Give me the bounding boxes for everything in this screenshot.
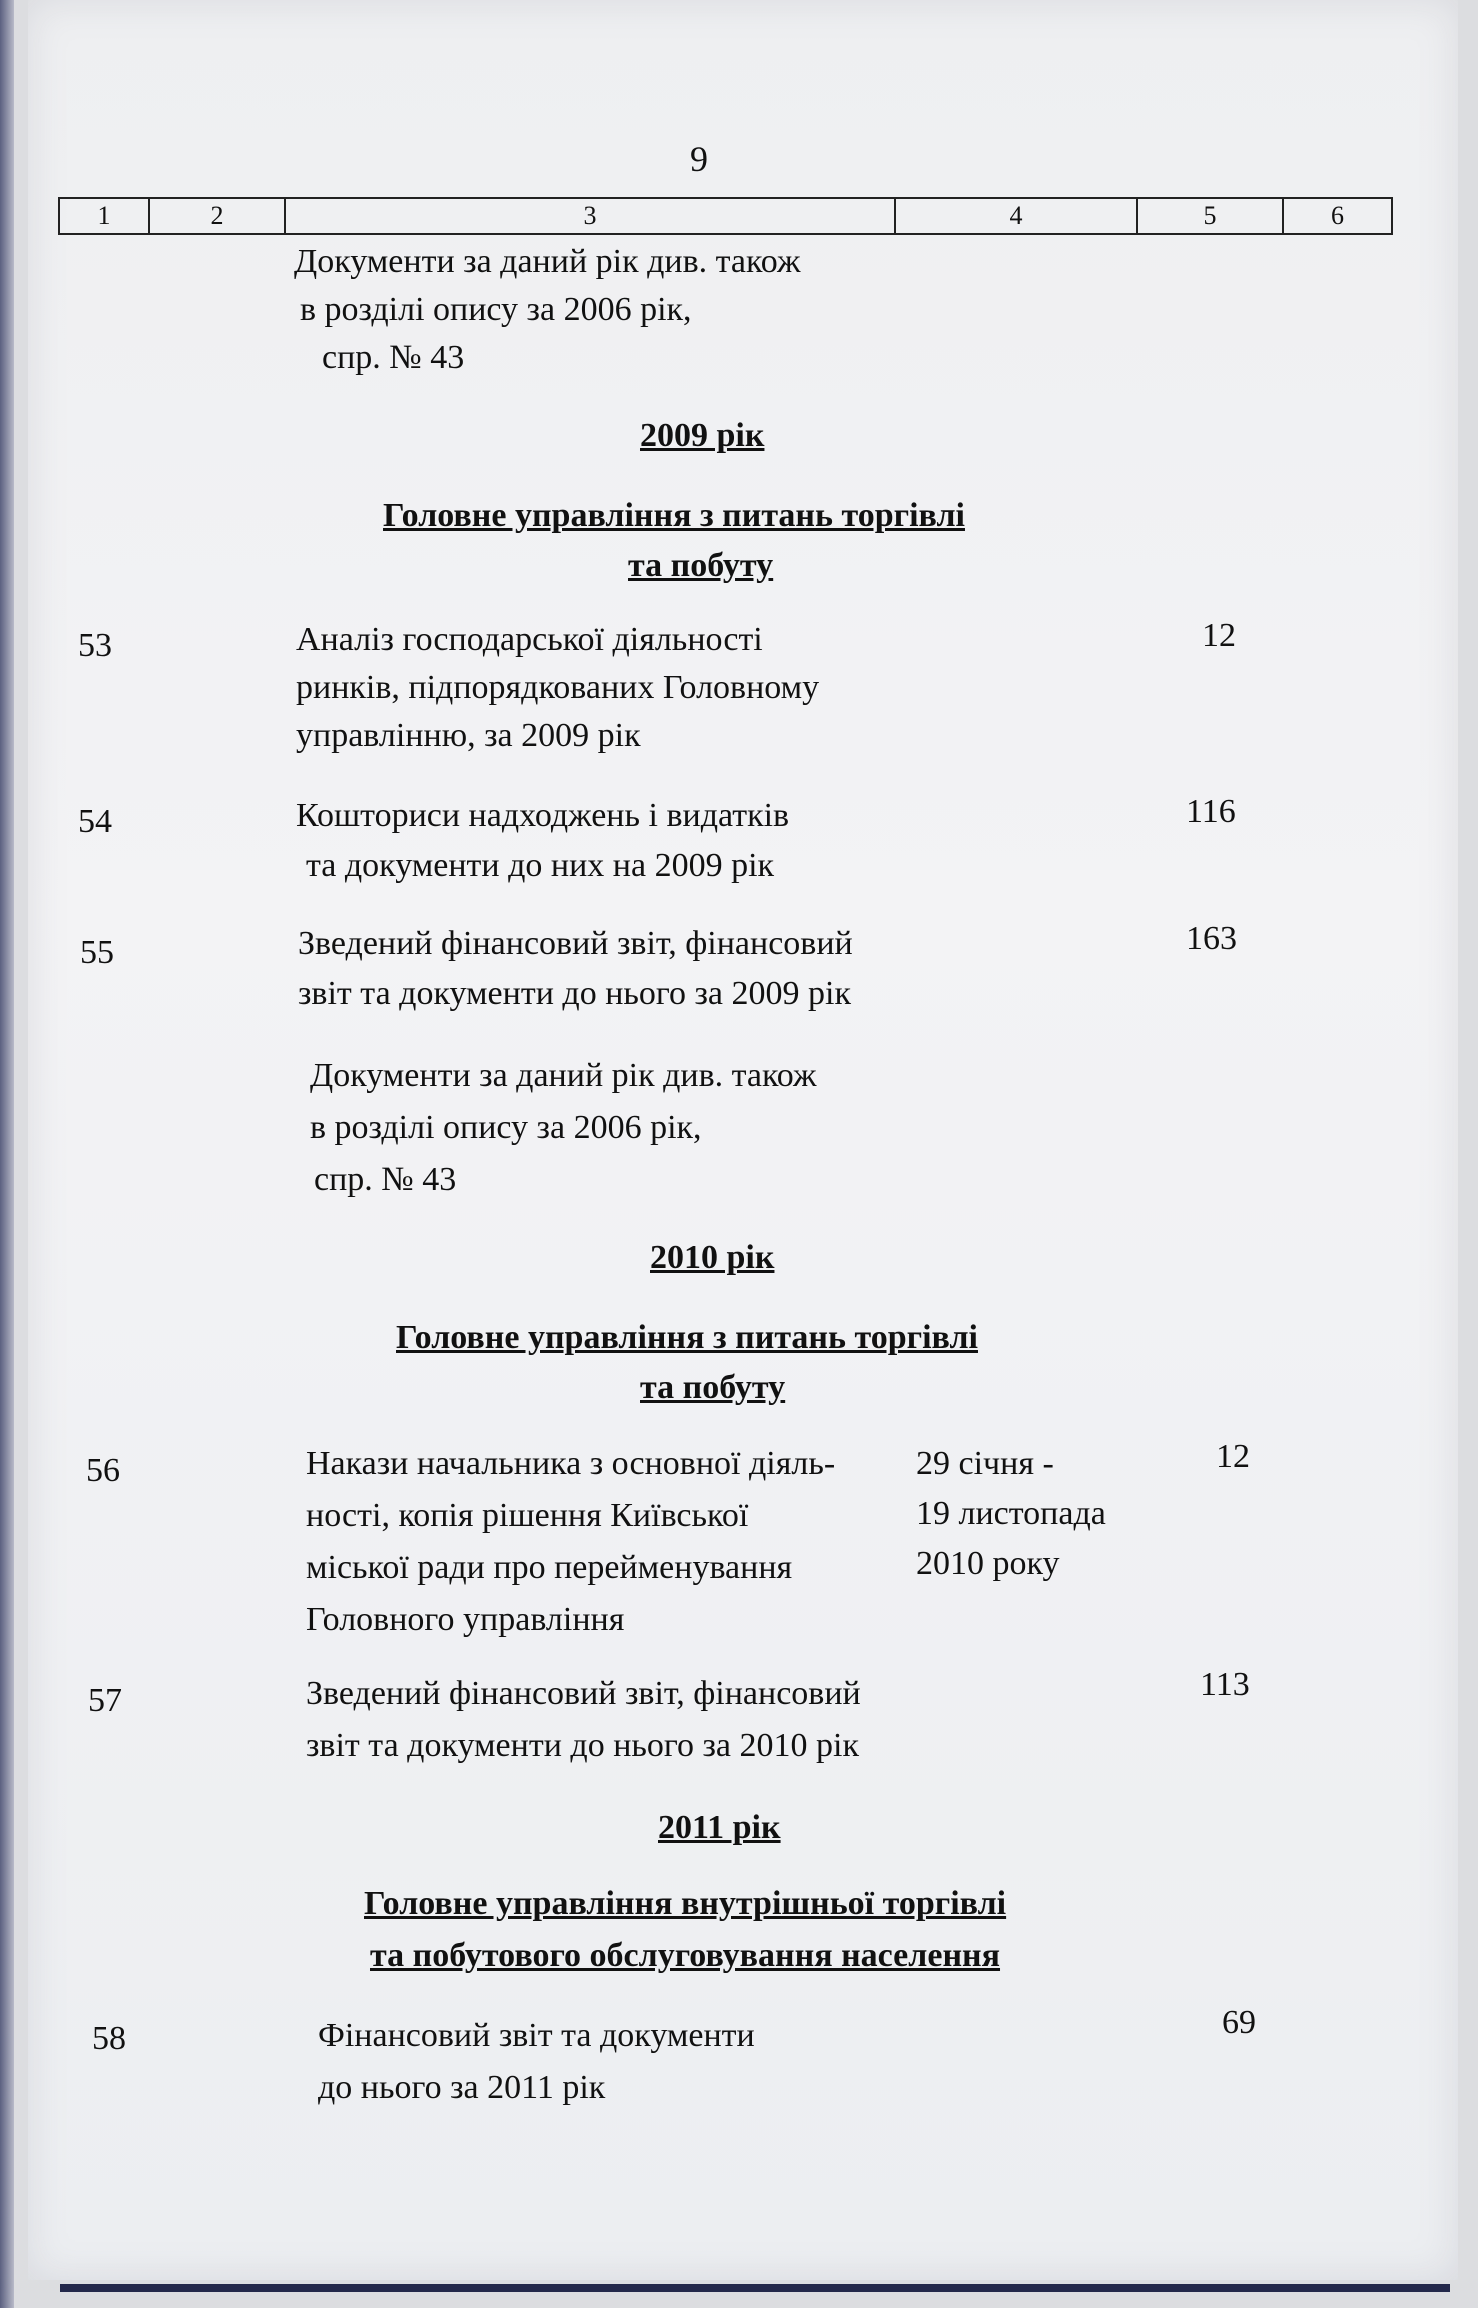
year-heading-2011: 2011 рік [658, 1809, 781, 1846]
org-heading-2010-line1: Головне управління з питань торгівлі [396, 1319, 978, 1356]
entry-title-line: та документи до них на 2009 рік [306, 847, 775, 884]
column-header-1: 1 [60, 199, 150, 233]
entry-sheets: 163 [1186, 920, 1237, 957]
note-line: в розділі опису за 2006 рік, [310, 1109, 702, 1146]
entry-sheets: 116 [1186, 793, 1236, 830]
book-binding-edge [0, 0, 14, 2308]
column-header-2: 2 [150, 199, 286, 233]
entry-date-line: 29 січня - [916, 1445, 1054, 1482]
note-line: Документи за даний рік див. також [310, 1057, 817, 1094]
entry-title-line: Зведений фінансовий звіт, фінансовий [298, 925, 853, 962]
entry-number: 56 [86, 1452, 120, 1489]
year-heading-2010: 2010 рік [650, 1239, 775, 1276]
note-line: Документи за даний рік див. також [294, 243, 801, 280]
entry-title-line: Аналіз господарської діяльності [296, 621, 763, 658]
column-header-5: 5 [1138, 199, 1284, 233]
entry-sheets: 12 [1202, 617, 1236, 654]
entry-title-line: до нього за 2011 рік [318, 2069, 606, 2106]
entry-title-line: Накази начальника з основної діяль- [306, 1445, 836, 1482]
page-number: 9 [690, 139, 708, 179]
column-header-6: 6 [1331, 201, 1344, 230]
entry-number: 58 [92, 2020, 126, 2057]
column-header-4: 4 [896, 199, 1138, 233]
column-header-3: 3 [286, 199, 896, 233]
org-heading-2009-line2: та побуту [628, 547, 774, 584]
entry-title-line: міської ради про перейменування [306, 1549, 793, 1586]
entry-title-line: Головного управління [306, 1601, 625, 1638]
note-line: в розділі опису за 2006 рік, [300, 291, 692, 328]
note-line: спр. № 43 [314, 1161, 457, 1198]
entry-title-line: звіт та документи до нього за 2009 рік [298, 975, 851, 1012]
entry-title-line: Кошториси надходжень і видатків [296, 797, 790, 834]
entry-title-line: Зведений фінансовий звіт, фінансовий [306, 1675, 861, 1712]
entry-sheets: 12 [1216, 1438, 1250, 1475]
entry-number: 54 [78, 803, 112, 840]
entry-number: 57 [88, 1682, 122, 1719]
note-line: спр. № 43 [322, 339, 465, 376]
entry-date-line: 2010 року [916, 1545, 1060, 1582]
entry-title-line: управлінню, за 2009 рік [296, 717, 641, 754]
org-heading-2009-line1: Головне управління з питань торгівлі [383, 497, 965, 534]
entry-date-line: 19 листопада [916, 1495, 1106, 1532]
entry-title-line: звіт та документи до нього за 2010 рік [306, 1727, 859, 1764]
entry-number: 53 [78, 627, 112, 664]
entry-sheets: 113 [1200, 1666, 1250, 1703]
column-header-row [58, 197, 1393, 235]
entry-sheets: 69 [1222, 2004, 1256, 2041]
year-heading-2009: 2009 рік [640, 417, 765, 454]
org-heading-2011-line2: та побутового обслуговування населення [370, 1937, 1001, 1974]
entry-number: 55 [80, 934, 114, 971]
org-heading-2010-line2: та побуту [640, 1369, 786, 1406]
book-bottom-edge [60, 2284, 1450, 2292]
org-heading-2011-line1: Головне управління внутрішньої торгівлі [364, 1885, 1007, 1922]
entry-title-line: ності, копія рішення Київської [306, 1497, 749, 1534]
entry-title-line: Фінансовий звіт та документи [318, 2017, 755, 2054]
entry-title-line: ринків, підпорядкованих Головному [296, 669, 820, 706]
